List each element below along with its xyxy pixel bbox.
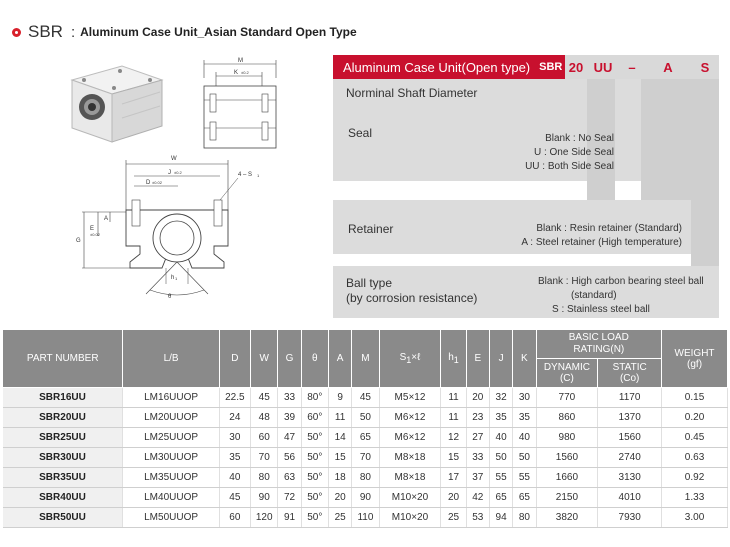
table-cell: 0.63 bbox=[662, 448, 728, 468]
col-dynamic-line: DYNAMIC bbox=[543, 362, 590, 373]
table-cell: 0.15 bbox=[662, 388, 728, 408]
holes-sub: 1 bbox=[257, 173, 260, 178]
col-dynamic-line: (C) bbox=[559, 373, 574, 384]
retainer-option: A : Steel retainer (High temperature) bbox=[521, 237, 682, 248]
table-cell: 40 bbox=[489, 428, 512, 448]
table-cell: 1.33 bbox=[662, 488, 728, 508]
table-cell: 7930 bbox=[598, 508, 662, 528]
col-weight-line: WEIGHT bbox=[674, 347, 715, 359]
dim-k-tolerance: ±0.2 bbox=[241, 70, 249, 75]
product-code: SBR bbox=[28, 22, 63, 41]
table-cell: 35 bbox=[489, 408, 512, 428]
col-s-sub: 1 bbox=[406, 355, 412, 365]
table-cell: 91 bbox=[278, 508, 301, 528]
table-cell: 35 bbox=[513, 408, 536, 428]
ordering-code-label bbox=[333, 55, 565, 79]
retainer-option: Blank : Resin retainer (Standard) bbox=[536, 223, 682, 234]
table-cell: 53 bbox=[466, 508, 489, 528]
table-cell: 65 bbox=[352, 428, 379, 448]
dim-j-tolerance: ±0.2 bbox=[174, 170, 182, 175]
table-cell: 2740 bbox=[598, 448, 662, 468]
ball-type-label bbox=[346, 276, 477, 306]
table-cell: 1660 bbox=[536, 468, 598, 488]
table-cell: 50° bbox=[301, 448, 328, 468]
dim-j-label: J bbox=[168, 170, 171, 176]
part-number-cell: SBR40UU bbox=[3, 488, 123, 508]
dim-e-label: E bbox=[90, 226, 95, 232]
table-row bbox=[3, 488, 728, 508]
seal-options bbox=[490, 132, 614, 174]
table-cell: 63 bbox=[278, 468, 301, 488]
table-cell: 56 bbox=[278, 448, 301, 468]
col-d: D bbox=[219, 330, 250, 388]
table-cell: 40 bbox=[219, 468, 250, 488]
table-cell: LM40UUOP bbox=[123, 488, 219, 508]
table-cell: 39 bbox=[278, 408, 301, 428]
seal-option: U : One Side Seal bbox=[533, 147, 614, 158]
top-view-drawing bbox=[196, 54, 286, 154]
bullet-icon bbox=[12, 28, 21, 37]
table-cell: 25 bbox=[328, 508, 351, 528]
col-g: G bbox=[278, 330, 301, 388]
col-lb: L/B bbox=[123, 330, 219, 388]
table-cell: 15 bbox=[328, 448, 351, 468]
table-cell: 1170 bbox=[598, 388, 662, 408]
table-cell: 80 bbox=[352, 468, 379, 488]
dim-a-label: A bbox=[104, 216, 109, 222]
col-basic-load-line: RATING(N) bbox=[573, 344, 625, 355]
table-cell: 14 bbox=[328, 428, 351, 448]
table-row bbox=[3, 408, 728, 428]
table-cell: 1560 bbox=[598, 428, 662, 448]
col-m: M bbox=[352, 330, 379, 388]
col-dynamic bbox=[536, 359, 598, 388]
ball-type-label-line: Ball type bbox=[346, 276, 393, 290]
part-number-cell: SBR50UU bbox=[3, 508, 123, 528]
table-cell: LM16UUOP bbox=[123, 388, 219, 408]
front-view-drawing bbox=[70, 150, 280, 300]
holes-label: 4 – S bbox=[238, 172, 253, 178]
table-row bbox=[3, 448, 728, 468]
table-cell: 4010 bbox=[598, 488, 662, 508]
table-cell: 80 bbox=[513, 508, 536, 528]
part-number-cell: SBR25UU bbox=[3, 428, 123, 448]
col-basic-load-line: BASIC LOAD bbox=[568, 332, 629, 343]
part-number-cell: SBR16UU bbox=[3, 388, 123, 408]
table-cell: 2150 bbox=[536, 488, 598, 508]
table-cell: 11 bbox=[441, 388, 466, 408]
col-static-line: STATIC bbox=[612, 362, 647, 373]
table-cell: 17 bbox=[441, 468, 466, 488]
part-number-cell: SBR35UU bbox=[3, 468, 123, 488]
table-cell: 20 bbox=[466, 388, 489, 408]
code-seg-dash: – bbox=[619, 55, 645, 79]
table-cell: 60 bbox=[251, 428, 278, 448]
table-cell: 37 bbox=[466, 468, 489, 488]
seal-option: Blank : No Seal bbox=[545, 133, 614, 144]
table-cell: 11 bbox=[328, 408, 351, 428]
table-cell: M8×18 bbox=[379, 448, 441, 468]
table-cell: 30 bbox=[219, 428, 250, 448]
retainer-label: Retainer bbox=[348, 222, 394, 236]
col-s-letter: S bbox=[399, 352, 407, 363]
table-cell: 22.5 bbox=[219, 388, 250, 408]
table-cell: 15 bbox=[441, 448, 466, 468]
page-header bbox=[12, 22, 357, 42]
table-cell: 80 bbox=[251, 468, 278, 488]
col-s-tail: ×ℓ bbox=[411, 352, 421, 363]
col-a: A bbox=[328, 330, 351, 388]
table-cell: 65 bbox=[489, 488, 512, 508]
code-seg-retainer: A bbox=[645, 55, 691, 79]
col-part-number: PART NUMBER bbox=[3, 330, 123, 388]
col-k: K bbox=[513, 330, 536, 388]
col-j: J bbox=[489, 330, 512, 388]
ball-option: S : Stainless steel ball bbox=[552, 304, 650, 315]
col-h bbox=[441, 330, 466, 388]
col-h-letter: h bbox=[448, 352, 454, 363]
table-cell: LM30UUOP bbox=[123, 448, 219, 468]
dim-d-tolerance: ±0.02 bbox=[152, 180, 162, 185]
table-cell: 72 bbox=[278, 488, 301, 508]
ball-type-options bbox=[538, 275, 704, 317]
table-cell: 50 bbox=[352, 408, 379, 428]
ball-option: (standard) bbox=[571, 290, 617, 301]
ordering-code-title: Aluminum Case Unit(Open type) bbox=[343, 59, 531, 75]
table-cell: 48 bbox=[251, 408, 278, 428]
table-cell: 120 bbox=[251, 508, 278, 528]
table-cell: 0.92 bbox=[662, 468, 728, 488]
table-cell: 55 bbox=[513, 468, 536, 488]
table-cell: LM20UUOP bbox=[123, 408, 219, 428]
table-cell: 47 bbox=[278, 428, 301, 448]
table-cell: 11 bbox=[441, 408, 466, 428]
table-cell: 110 bbox=[352, 508, 379, 528]
table-cell: 0.45 bbox=[662, 428, 728, 448]
spec-table bbox=[2, 329, 728, 528]
table-cell: 25 bbox=[441, 508, 466, 528]
table-cell: 50° bbox=[301, 488, 328, 508]
product-photo bbox=[62, 62, 166, 154]
col-weight bbox=[662, 330, 728, 388]
table-cell: 12 bbox=[441, 428, 466, 448]
table-cell: 80° bbox=[301, 388, 328, 408]
code-seg-seal: UU bbox=[587, 55, 619, 79]
table-cell: 9 bbox=[328, 388, 351, 408]
table-cell: 40 bbox=[513, 428, 536, 448]
table-cell: 70 bbox=[251, 448, 278, 468]
table-cell: 45 bbox=[352, 388, 379, 408]
table-cell: M5×12 bbox=[379, 388, 441, 408]
table-cell: 18 bbox=[328, 468, 351, 488]
shaft-diameter-label: Norminal Shaft Diameter bbox=[346, 86, 478, 100]
table-row bbox=[3, 388, 728, 408]
seal-option: UU : Both Side Seal bbox=[525, 161, 614, 172]
table-cell: 20 bbox=[328, 488, 351, 508]
table-cell: M10×20 bbox=[379, 508, 441, 528]
retainer-column bbox=[641, 79, 691, 200]
dim-k-label: K bbox=[234, 70, 239, 76]
table-cell: 30 bbox=[513, 388, 536, 408]
table-cell: 3130 bbox=[598, 468, 662, 488]
table-cell: 45 bbox=[251, 388, 278, 408]
ball-option: Blank : High carbon bearing steel ball bbox=[538, 276, 704, 287]
table-cell: 0.20 bbox=[662, 408, 728, 428]
table-cell: M10×20 bbox=[379, 488, 441, 508]
table-cell: 90 bbox=[352, 488, 379, 508]
table-cell: 42 bbox=[466, 488, 489, 508]
header-separator: : bbox=[70, 23, 76, 41]
table-cell: 24 bbox=[219, 408, 250, 428]
ordering-code-bar bbox=[333, 55, 719, 79]
page-title: Aluminum Case Unit_Asian Standard Open Type bbox=[80, 25, 357, 39]
table-cell: 90 bbox=[251, 488, 278, 508]
code-seg-ball: S bbox=[691, 55, 719, 79]
table-cell: LM35UUOP bbox=[123, 468, 219, 488]
ball-type-label-line: (by corrosion resistance) bbox=[346, 291, 478, 305]
dim-w-label: W bbox=[171, 156, 177, 162]
table-cell: 50° bbox=[301, 428, 328, 448]
table-cell: 45 bbox=[219, 488, 250, 508]
table-cell: 35 bbox=[219, 448, 250, 468]
table-cell: 50 bbox=[489, 448, 512, 468]
dim-d-label: D bbox=[146, 180, 151, 186]
table-cell: 70 bbox=[352, 448, 379, 468]
part-number-cell: SBR20UU bbox=[3, 408, 123, 428]
retainer-options bbox=[472, 222, 682, 250]
table-cell: 3820 bbox=[536, 508, 598, 528]
table-cell: 20 bbox=[441, 488, 466, 508]
table-cell: LM50UUOP bbox=[123, 508, 219, 528]
table-cell: 50° bbox=[301, 468, 328, 488]
table-row bbox=[3, 428, 728, 448]
code-seg-size: 20 bbox=[565, 55, 587, 79]
col-e: E bbox=[466, 330, 489, 388]
part-number-cell: SBR30UU bbox=[3, 448, 123, 468]
dim-e-tolerance: ±0.02 bbox=[90, 232, 100, 237]
col-h-sub: 1 bbox=[453, 355, 459, 365]
col-theta: θ bbox=[301, 330, 328, 388]
col-weight-line: (gf) bbox=[687, 358, 703, 370]
table-cell: 33 bbox=[466, 448, 489, 468]
col-s bbox=[379, 330, 441, 388]
col-w: W bbox=[251, 330, 278, 388]
dim-m-label: M bbox=[238, 58, 243, 64]
table-cell: 23 bbox=[466, 408, 489, 428]
table-cell: M6×12 bbox=[379, 428, 441, 448]
table-cell: 27 bbox=[466, 428, 489, 448]
table-cell: 60° bbox=[301, 408, 328, 428]
table-cell: 55 bbox=[489, 468, 512, 488]
table-cell: 1370 bbox=[598, 408, 662, 428]
col-static-line: (Co) bbox=[619, 373, 640, 384]
col-basic-load bbox=[536, 330, 662, 359]
col-static bbox=[598, 359, 662, 388]
angle-label: θ bbox=[168, 294, 172, 300]
table-cell: LM25UUOP bbox=[123, 428, 219, 448]
table-cell: 980 bbox=[536, 428, 598, 448]
spec-table-body bbox=[3, 388, 728, 528]
ball-column bbox=[691, 79, 719, 266]
table-cell: 33 bbox=[278, 388, 301, 408]
table-cell: 32 bbox=[489, 388, 512, 408]
table-cell: 65 bbox=[513, 488, 536, 508]
table-cell: M6×12 bbox=[379, 408, 441, 428]
table-cell: M8×18 bbox=[379, 468, 441, 488]
ordering-code-prefix: SBR bbox=[539, 61, 563, 73]
dim-g-label: G bbox=[76, 238, 81, 244]
table-row bbox=[3, 508, 728, 528]
table-cell: 1560 bbox=[536, 448, 598, 468]
dim-h-label: h bbox=[171, 275, 175, 281]
dim-h-sub: 1 bbox=[175, 276, 178, 281]
seal-label: Seal bbox=[348, 126, 373, 140]
table-cell: 60 bbox=[219, 508, 250, 528]
table-cell: 50° bbox=[301, 508, 328, 528]
table-cell: 3.00 bbox=[662, 508, 728, 528]
table-cell: 770 bbox=[536, 388, 598, 408]
table-cell: 860 bbox=[536, 408, 598, 428]
table-row bbox=[3, 468, 728, 488]
table-cell: 94 bbox=[489, 508, 512, 528]
table-cell: 50 bbox=[513, 448, 536, 468]
